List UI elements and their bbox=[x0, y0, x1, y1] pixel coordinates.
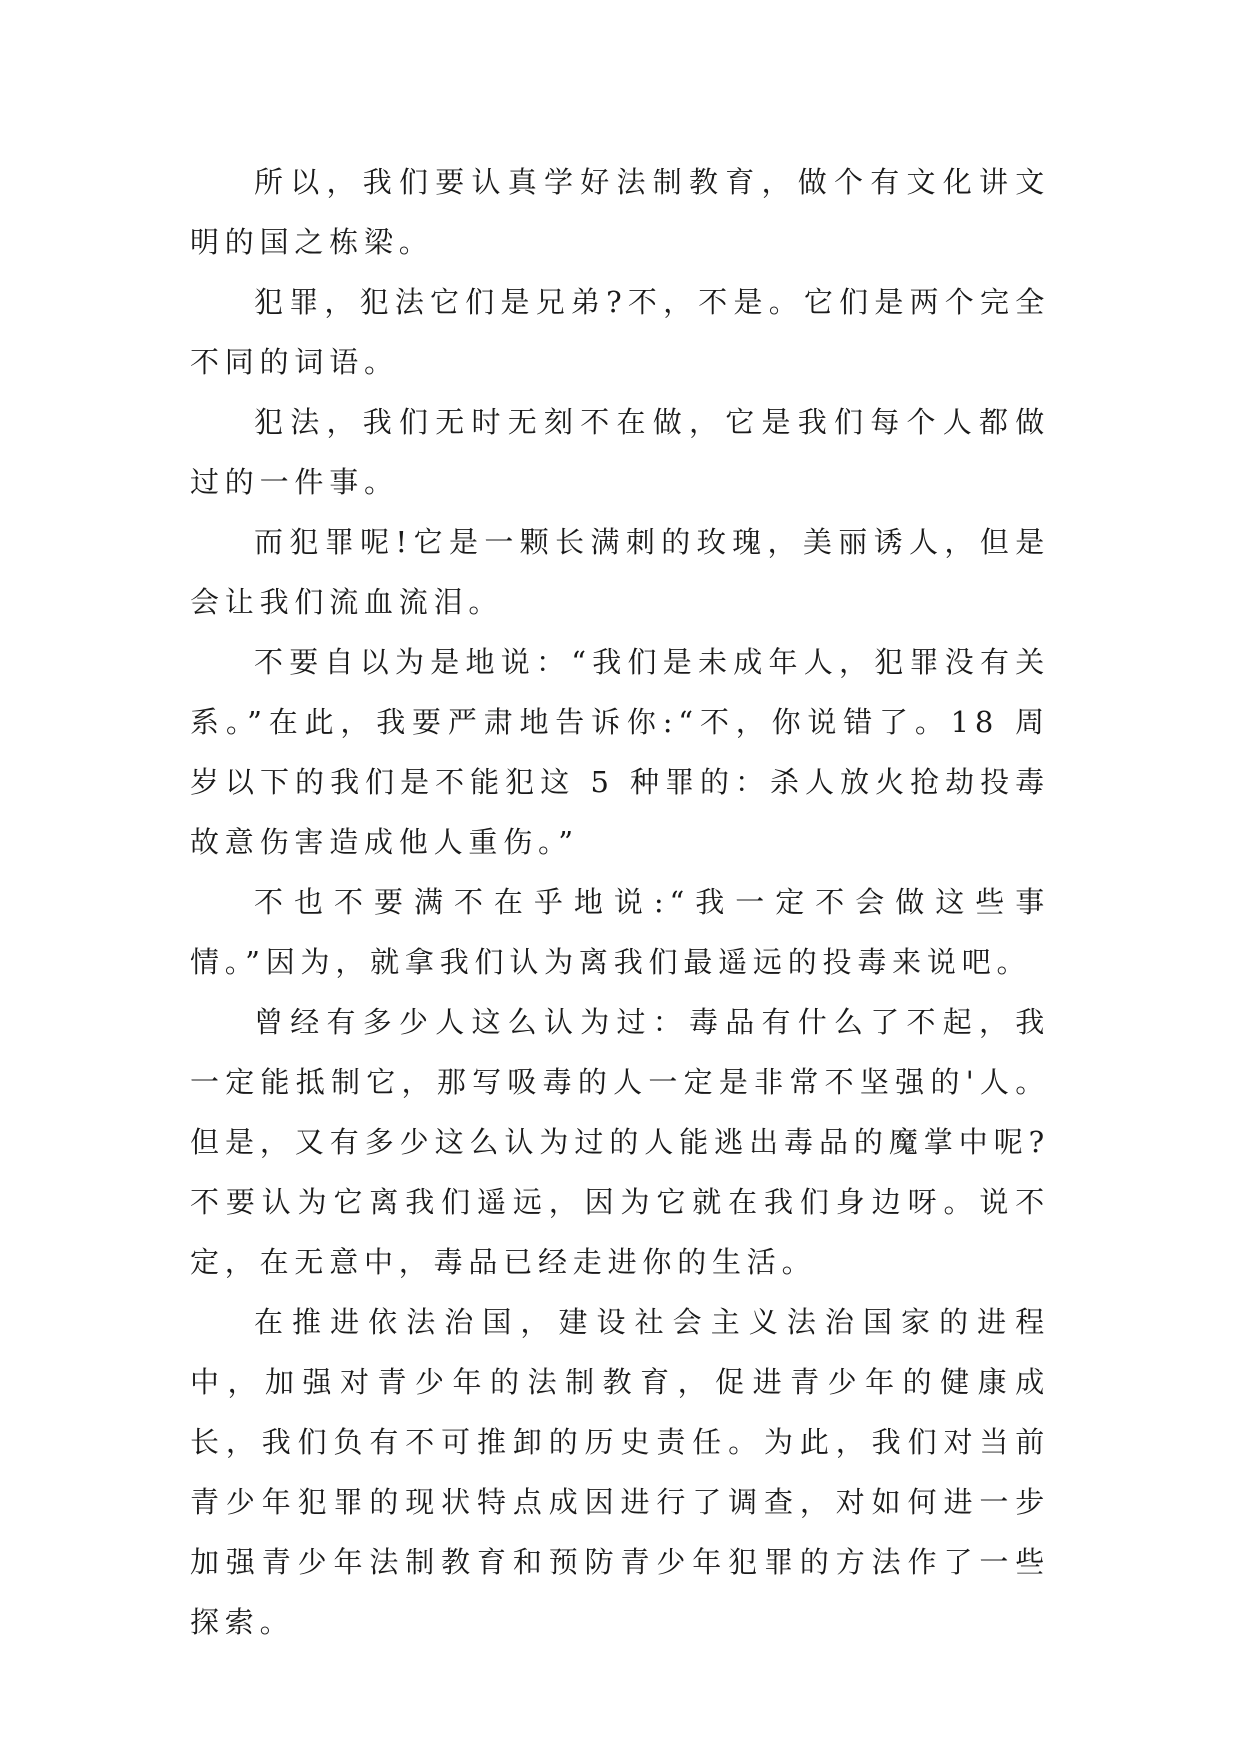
paragraph: 不也不要满不在乎地说:“我一定不会做这些事情。”因为，就拿我们认为离我们最遥远的投毒来说吧。 bbox=[190, 885, 1050, 979]
paragraph: 而犯罪呢!它是一颗长满刺的玫瑰，美丽诱人，但是会让我们流血流泪。 bbox=[190, 525, 1050, 619]
document-body bbox=[190, 152, 1050, 1652]
paragraph: 在推进依法治国，建设社会主义法治国家的进程中，加强对青少年的法制教育，促进青少年的健康成长，我们负有不可推卸的历史责任。为此，我们对当前青少年犯罪的现状特点成因进行了调查，对如何进一步加强青少年法制教育和预防青少年犯罪的方法作了一些探索。 bbox=[190, 1305, 1050, 1639]
paragraph: 犯罪，犯法它们是兄弟?不，不是。它们是两个完全不同的词语。 bbox=[190, 285, 1050, 379]
paragraph: 不要自以为是地说：“我们是未成年人，犯罪没有关系。”在此，我要严肃地告诉你:“不，你说错了。18 周岁以下的我们是不能犯这 5 种罪的：杀人放火抢劫投毒故意伤害造成他人重伤。” bbox=[190, 645, 1050, 859]
paragraph: 犯法，我们无时无刻不在做，它是我们每个人都做过的一件事。 bbox=[190, 405, 1050, 499]
paragraph: 所以，我们要认真学好法制教育，做个有文化讲文明的国之栋梁。 bbox=[190, 165, 1050, 259]
paragraph: 曾经有多少人这么认为过：毒品有什么了不起，我一定能抵制它，那写吸毒的人一定是非常不坚强的'人。但是，又有多少这么认为过的人能逃出毒品的魔掌中呢?不要认为它离我们遥远，因为它就在我们身边呀。说不定，在无意中，毒品已经走进你的生活。 bbox=[190, 1005, 1050, 1279]
